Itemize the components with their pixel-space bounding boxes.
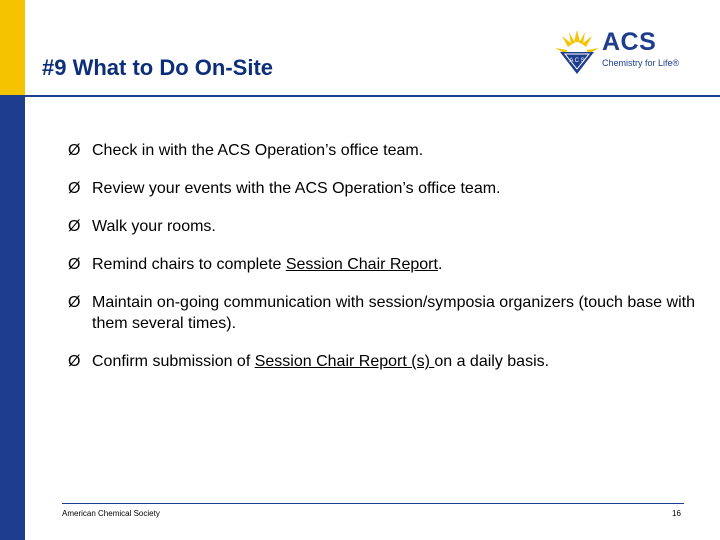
bullet-text: Walk your rooms. bbox=[92, 218, 216, 235]
footer-organization: American Chemical Society bbox=[62, 509, 160, 518]
bullet-text: Review your events with the ACS Operation’s office team. bbox=[92, 180, 501, 197]
left-accent-bar bbox=[0, 0, 25, 540]
bullet-text-before: Confirm submission of bbox=[92, 353, 255, 370]
left-accent-yellow bbox=[0, 0, 25, 95]
bullet-item bbox=[68, 140, 708, 161]
slide-title: #9 What to Do On-Site bbox=[42, 55, 273, 80]
arrow-bullet-icon: Ø bbox=[68, 142, 81, 159]
acs-wordmark: ACS bbox=[602, 28, 657, 56]
arrow-bullet-icon: Ø bbox=[68, 294, 81, 311]
bullet-item bbox=[68, 292, 708, 334]
bullet-text-after: on a daily basis. bbox=[434, 353, 550, 370]
bullet-item bbox=[68, 254, 708, 275]
session-chair-report-daily-link[interactable]: Session Chair Report (s) bbox=[254, 353, 435, 370]
bullet-text-before: Remind chairs to complete bbox=[92, 256, 286, 273]
arrow-bullet-icon: Ø bbox=[68, 256, 81, 273]
bullet-list bbox=[68, 140, 708, 389]
bullet-text: Maintain on-going communication with session/symposia organizers (touch base with them several times). bbox=[92, 294, 695, 332]
session-chair-report-link[interactable]: Session Chair Report bbox=[285, 256, 438, 273]
acs-logo bbox=[552, 28, 680, 76]
left-accent-blue bbox=[0, 95, 25, 540]
title-divider bbox=[25, 95, 720, 97]
bullet-item bbox=[68, 216, 708, 237]
page-number: 16 bbox=[672, 509, 681, 518]
arrow-bullet-icon: Ø bbox=[68, 353, 81, 370]
arrow-bullet-icon: Ø bbox=[68, 180, 81, 197]
acs-seal-icon bbox=[552, 28, 602, 76]
bullet-item bbox=[68, 178, 708, 199]
footer-divider bbox=[62, 503, 684, 504]
seal-letters: A C S bbox=[569, 58, 585, 64]
arrow-bullet-icon: Ø bbox=[68, 218, 81, 235]
bullet-item bbox=[68, 351, 708, 372]
bullet-text-after: . bbox=[437, 256, 443, 273]
bullet-text: Check in with the ACS Operation’s office team. bbox=[92, 142, 424, 159]
acs-tagline: Chemistry for Life® bbox=[602, 58, 680, 68]
